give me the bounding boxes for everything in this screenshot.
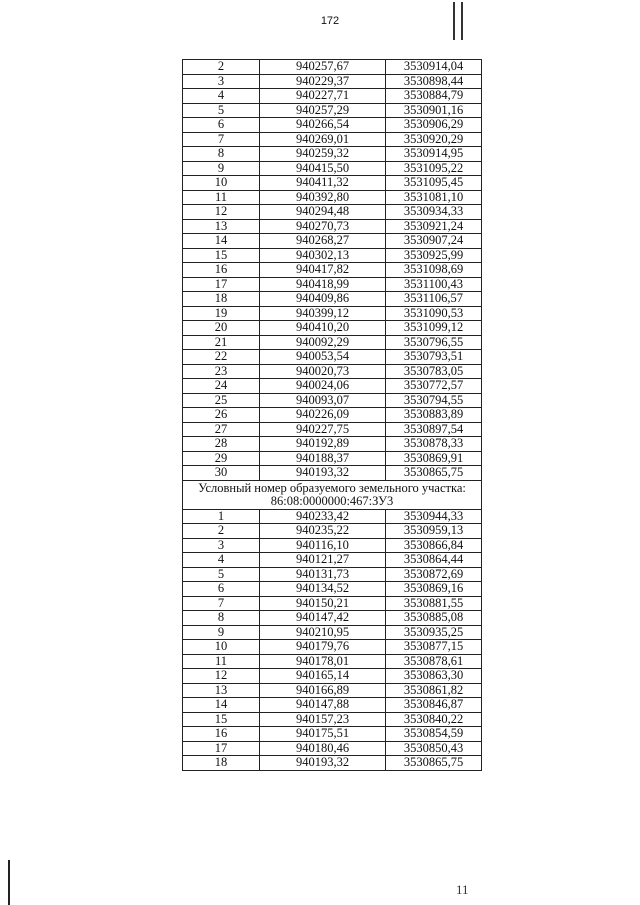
y-coordinate-cell: 3530864,44: [386, 553, 482, 568]
table-row: [183, 567, 482, 582]
point-number-cell: 10: [183, 640, 260, 655]
table-row: [183, 60, 482, 75]
y-coordinate-cell: 3530850,43: [386, 741, 482, 756]
table-row: [183, 524, 482, 539]
point-number-cell: 11: [183, 190, 260, 205]
y-coordinate-cell: 3530925,99: [386, 248, 482, 263]
x-coordinate-cell: 940131,73: [260, 567, 386, 582]
y-coordinate-cell: 3530959,13: [386, 524, 482, 539]
point-number-cell: 15: [183, 712, 260, 727]
x-coordinate-cell: 940269,01: [260, 132, 386, 147]
y-coordinate-cell: 3531081,10: [386, 190, 482, 205]
table-row: [183, 669, 482, 684]
x-coordinate-cell: 940092,29: [260, 335, 386, 350]
y-coordinate-cell: 3530883,89: [386, 408, 482, 423]
x-coordinate-cell: 940150,21: [260, 596, 386, 611]
x-coordinate-cell: 940020,73: [260, 364, 386, 379]
point-number-cell: 8: [183, 147, 260, 162]
section-header: [183, 480, 482, 509]
table-row: [183, 756, 482, 771]
y-coordinate-cell: 3530884,79: [386, 89, 482, 104]
x-coordinate-cell: 940180,46: [260, 741, 386, 756]
point-number-cell: 16: [183, 263, 260, 278]
y-coordinate-cell: 3530881,55: [386, 596, 482, 611]
footer-mark: 11: [456, 882, 469, 897]
y-coordinate-cell: 3531095,22: [386, 161, 482, 176]
table-row: [183, 190, 482, 205]
x-coordinate-cell: 940165,14: [260, 669, 386, 684]
section-header-row: [183, 480, 482, 509]
y-coordinate-cell: 3530796,55: [386, 335, 482, 350]
table-row: [183, 538, 482, 553]
x-coordinate-cell: 940418,99: [260, 277, 386, 292]
table-row: [183, 683, 482, 698]
table-row: [183, 379, 482, 394]
x-coordinate-cell: 940116,10: [260, 538, 386, 553]
table-row: [183, 727, 482, 742]
point-number-cell: 27: [183, 422, 260, 437]
table-row: [183, 698, 482, 713]
y-coordinate-cell: 3530907,24: [386, 234, 482, 249]
page-edge-line: [8, 860, 10, 905]
table-row: [183, 161, 482, 176]
table-row: [183, 277, 482, 292]
y-coordinate-cell: 3530772,57: [386, 379, 482, 394]
y-coordinate-cell: 3531095,45: [386, 176, 482, 191]
point-number-cell: 17: [183, 741, 260, 756]
x-coordinate-cell: 940227,71: [260, 89, 386, 104]
point-number-cell: 20: [183, 321, 260, 336]
table-row: [183, 74, 482, 89]
x-coordinate-cell: 940411,32: [260, 176, 386, 191]
table-row: [183, 451, 482, 466]
point-number-cell: 1: [183, 509, 260, 524]
y-coordinate-cell: 3530872,69: [386, 567, 482, 582]
x-coordinate-cell: 940147,42: [260, 611, 386, 626]
table-row: [183, 509, 482, 524]
point-number-cell: 9: [183, 161, 260, 176]
point-number-cell: 5: [183, 567, 260, 582]
table-row: [183, 176, 482, 191]
table-row: [183, 234, 482, 249]
x-coordinate-cell: 940399,12: [260, 306, 386, 321]
y-coordinate-cell: 3530846,87: [386, 698, 482, 713]
point-number-cell: 3: [183, 74, 260, 89]
table-row: [183, 393, 482, 408]
point-number-cell: 18: [183, 292, 260, 307]
y-coordinate-cell: 3531090,53: [386, 306, 482, 321]
table-row: [183, 422, 482, 437]
x-coordinate-cell: 940410,20: [260, 321, 386, 336]
y-coordinate-cell: 3530793,51: [386, 350, 482, 365]
y-coordinate-cell: 3530877,15: [386, 640, 482, 655]
x-coordinate-cell: 940134,52: [260, 582, 386, 597]
point-number-cell: 7: [183, 596, 260, 611]
table-row: [183, 292, 482, 307]
point-number-cell: 25: [183, 393, 260, 408]
x-coordinate-cell: 940235,22: [260, 524, 386, 539]
table-row: [183, 89, 482, 104]
x-coordinate-cell: 940268,27: [260, 234, 386, 249]
table-row: [183, 364, 482, 379]
point-number-cell: 13: [183, 683, 260, 698]
table-row: [183, 306, 482, 321]
point-number-cell: 29: [183, 451, 260, 466]
table-row: [183, 654, 482, 669]
point-number-cell: 2: [183, 524, 260, 539]
point-number-cell: 23: [183, 364, 260, 379]
table-row: [183, 321, 482, 336]
point-number-cell: 11: [183, 654, 260, 669]
table-row: [183, 103, 482, 118]
y-coordinate-cell: 3530914,04: [386, 60, 482, 75]
x-coordinate-cell: 940147,88: [260, 698, 386, 713]
x-coordinate-cell: 940259,32: [260, 147, 386, 162]
point-number-cell: 28: [183, 437, 260, 452]
y-coordinate-cell: 3530869,91: [386, 451, 482, 466]
table-row: [183, 118, 482, 133]
y-coordinate-cell: 3530865,75: [386, 466, 482, 481]
x-coordinate-cell: 940157,23: [260, 712, 386, 727]
point-number-cell: 10: [183, 176, 260, 191]
table-row: [183, 741, 482, 756]
point-number-cell: 30: [183, 466, 260, 481]
table-row: [183, 205, 482, 220]
point-number-cell: 3: [183, 538, 260, 553]
table-row: [183, 625, 482, 640]
binder-mark: [453, 2, 455, 40]
x-coordinate-cell: 940093,07: [260, 393, 386, 408]
point-number-cell: 12: [183, 205, 260, 220]
x-coordinate-cell: 940193,32: [260, 466, 386, 481]
point-number-cell: 14: [183, 698, 260, 713]
y-coordinate-cell: 3530935,25: [386, 625, 482, 640]
x-coordinate-cell: 940192,89: [260, 437, 386, 452]
y-coordinate-cell: 3530863,30: [386, 669, 482, 684]
point-number-cell: 18: [183, 756, 260, 771]
x-coordinate-cell: 940417,82: [260, 263, 386, 278]
point-number-cell: 6: [183, 582, 260, 597]
x-coordinate-cell: 940226,09: [260, 408, 386, 423]
point-number-cell: 17: [183, 277, 260, 292]
x-coordinate-cell: 940229,37: [260, 74, 386, 89]
y-coordinate-cell: 3530861,82: [386, 683, 482, 698]
x-coordinate-cell: 940175,51: [260, 727, 386, 742]
table-row: [183, 219, 482, 234]
x-coordinate-cell: 940270,73: [260, 219, 386, 234]
x-coordinate-cell: 940227,75: [260, 422, 386, 437]
table-row: [183, 335, 482, 350]
x-coordinate-cell: 940415,50: [260, 161, 386, 176]
section-header-title: Условный номер образуемого земельного участка:: [198, 480, 466, 495]
y-coordinate-cell: 3530934,33: [386, 205, 482, 220]
y-coordinate-cell: 3530783,05: [386, 364, 482, 379]
x-coordinate-cell: 940294,48: [260, 205, 386, 220]
table-row: [183, 553, 482, 568]
point-number-cell: 16: [183, 727, 260, 742]
cadastral-number: 86:08:0000000:467:ЗУ3: [270, 493, 394, 508]
x-coordinate-cell: 940392,80: [260, 190, 386, 205]
y-coordinate-cell: 3530921,24: [386, 219, 482, 234]
table-row: [183, 248, 482, 263]
table-row: [183, 408, 482, 423]
point-number-cell: 8: [183, 611, 260, 626]
point-number-cell: 4: [183, 553, 260, 568]
page-number: 172: [320, 15, 340, 27]
table-row: [183, 132, 482, 147]
table-row: [183, 596, 482, 611]
point-number-cell: 22: [183, 350, 260, 365]
y-coordinate-cell: 3531106,57: [386, 292, 482, 307]
y-coordinate-cell: 3531098,69: [386, 263, 482, 278]
point-number-cell: 6: [183, 118, 260, 133]
x-coordinate-cell: 940210,95: [260, 625, 386, 640]
point-number-cell: 15: [183, 248, 260, 263]
x-coordinate-cell: 940121,27: [260, 553, 386, 568]
point-number-cell: 9: [183, 625, 260, 640]
point-number-cell: 13: [183, 219, 260, 234]
x-coordinate-cell: 940188,37: [260, 451, 386, 466]
x-coordinate-cell: 940193,32: [260, 756, 386, 771]
table-row: [183, 350, 482, 365]
point-number-cell: 26: [183, 408, 260, 423]
y-coordinate-cell: 3530901,16: [386, 103, 482, 118]
x-coordinate-cell: 940302,13: [260, 248, 386, 263]
x-coordinate-cell: 940409,86: [260, 292, 386, 307]
table-row: [183, 147, 482, 162]
y-coordinate-cell: 3530878,61: [386, 654, 482, 669]
point-number-cell: 7: [183, 132, 260, 147]
x-coordinate-cell: 940166,89: [260, 683, 386, 698]
table-row: [183, 466, 482, 481]
x-coordinate-cell: 940257,67: [260, 60, 386, 75]
x-coordinate-cell: 940233,42: [260, 509, 386, 524]
coordinates-table: [182, 59, 482, 771]
y-coordinate-cell: 3530878,33: [386, 437, 482, 452]
point-number-cell: 14: [183, 234, 260, 249]
point-number-cell: 24: [183, 379, 260, 394]
table-row: [183, 582, 482, 597]
table-row: [183, 437, 482, 452]
y-coordinate-cell: 3530854,59: [386, 727, 482, 742]
x-coordinate-cell: 940257,29: [260, 103, 386, 118]
y-coordinate-cell: 3530865,75: [386, 756, 482, 771]
x-coordinate-cell: 940053,54: [260, 350, 386, 365]
y-coordinate-cell: 3530898,44: [386, 74, 482, 89]
point-number-cell: 21: [183, 335, 260, 350]
point-number-cell: 12: [183, 669, 260, 684]
table-row: [183, 611, 482, 626]
point-number-cell: 19: [183, 306, 260, 321]
x-coordinate-cell: 940266,54: [260, 118, 386, 133]
point-number-cell: 4: [183, 89, 260, 104]
y-coordinate-cell: 3531100,43: [386, 277, 482, 292]
binder-mark: [461, 2, 463, 40]
y-coordinate-cell: 3530897,54: [386, 422, 482, 437]
y-coordinate-cell: 3530840,22: [386, 712, 482, 727]
x-coordinate-cell: 940178,01: [260, 654, 386, 669]
y-coordinate-cell: 3531099,12: [386, 321, 482, 336]
y-coordinate-cell: 3530794,55: [386, 393, 482, 408]
y-coordinate-cell: 3530906,29: [386, 118, 482, 133]
y-coordinate-cell: 3530914,95: [386, 147, 482, 162]
x-coordinate-cell: 940179,76: [260, 640, 386, 655]
table-row: [183, 640, 482, 655]
y-coordinate-cell: 3530866,84: [386, 538, 482, 553]
x-coordinate-cell: 940024,06: [260, 379, 386, 394]
y-coordinate-cell: 3530885,08: [386, 611, 482, 626]
point-number-cell: 5: [183, 103, 260, 118]
y-coordinate-cell: 3530920,29: [386, 132, 482, 147]
point-number-cell: 2: [183, 60, 260, 75]
y-coordinate-cell: 3530944,33: [386, 509, 482, 524]
y-coordinate-cell: 3530869,16: [386, 582, 482, 597]
table-row: [183, 263, 482, 278]
table-row: [183, 712, 482, 727]
coordinates-table-body: [183, 60, 482, 771]
